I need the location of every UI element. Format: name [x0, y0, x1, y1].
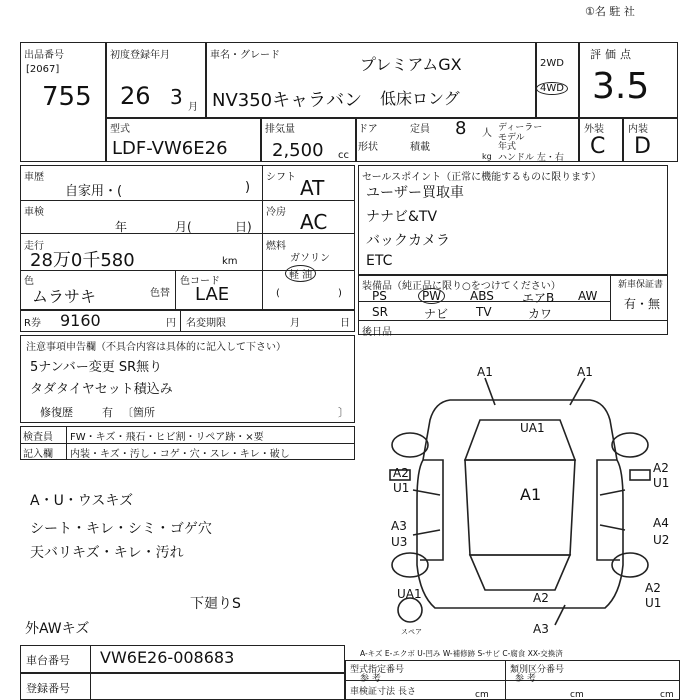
diag-mark-11: A4	[653, 516, 669, 530]
mileage-value: 28万0千580	[30, 250, 135, 271]
sales-item-1: ユーザー買取車	[366, 185, 464, 201]
inspection-month: 月(	[175, 220, 192, 234]
remark-4: 下廻りS	[190, 596, 241, 612]
car-name-label: 車名・グレード	[210, 50, 280, 61]
car-name: NV350キャラバン	[212, 90, 363, 111]
name-change-day: 日	[340, 318, 350, 329]
displacement-label: 排気量	[265, 124, 295, 135]
diag-mark-1: A1	[477, 365, 493, 379]
score-value: 3.5	[592, 66, 650, 107]
top-right-text: ①名 駐 社	[585, 5, 635, 18]
eq-tv: TV	[476, 305, 492, 319]
fuel-label: 燃料	[266, 241, 286, 252]
drive-2wd: 2WD	[540, 58, 564, 69]
diag-mark-2: A1	[577, 365, 593, 379]
diag-mark-7: A2	[653, 461, 669, 475]
eq-abs: ABS	[470, 289, 494, 303]
equipment-label: 装備品（純正品に限り○をつけてください）	[362, 281, 561, 292]
fuel-paren-close: )	[338, 288, 342, 299]
lot-number: 755	[42, 82, 92, 112]
fuel-paren: (	[276, 288, 280, 299]
diag-mark-15: A2	[645, 581, 661, 595]
model-year-label: モデル	[498, 133, 525, 143]
sales-label: セールスポイント（正常に機能するものに限ります）	[362, 172, 602, 183]
cm-unit-1: cm	[475, 690, 489, 700]
size-label: 車検証寸法	[350, 687, 396, 697]
diag-mark-13: UA1	[397, 587, 422, 601]
reg-year: 26	[120, 82, 151, 110]
inspector-row-2: 内装・キズ・汚し・コゲ・穴・スレ・キレ・破し	[70, 449, 290, 460]
door-label: ドア	[358, 124, 378, 135]
r-ken-label: R券	[24, 318, 41, 329]
cc-unit: cc	[338, 150, 349, 161]
sales-item-4: ETC	[366, 253, 393, 269]
repaint-label: 色替	[150, 288, 170, 299]
exterior-label: 外装	[584, 124, 604, 135]
diag-mark-10: U3	[391, 535, 408, 549]
color-value: ムラサキ	[32, 287, 97, 306]
notes-line-1: 5ナンバー変更 SR無り	[30, 360, 163, 375]
diag-mark-14: A2	[533, 591, 549, 605]
diag-mark-6: U1	[393, 481, 410, 495]
model-value: LDF-VW6E26	[112, 138, 228, 159]
diag-mark-16: U1	[645, 596, 662, 610]
model-label: 型式	[110, 124, 130, 135]
remark-5: 外AWキズ	[25, 621, 90, 637]
cm-unit-3: cm	[660, 690, 674, 700]
reg-number-label: 登録番号	[26, 682, 70, 695]
chassis-value: VW6E26-008683	[100, 648, 235, 667]
class-label: 類別区分番号	[510, 665, 565, 675]
eq-ps: PS	[372, 289, 387, 303]
mileage-label: 走行	[24, 241, 44, 252]
ac-label: 冷房	[266, 207, 286, 218]
grade-2: 低床ロング	[380, 89, 460, 108]
name-change-label: 名変期限	[186, 318, 226, 329]
remark-3: 天バリキズ・キレ・汚れ	[30, 545, 184, 561]
ref-2: 参 考	[515, 674, 536, 684]
capacity-value: 8	[455, 118, 467, 139]
fuel-diesel: 軽 油	[285, 265, 316, 282]
diag-mark-9: A3	[391, 519, 407, 533]
name-change-month: 月	[290, 318, 300, 329]
cm-unit-2: cm	[570, 690, 584, 700]
diag-mark-12: U2	[653, 533, 670, 547]
diag-mark-17: A3	[533, 622, 549, 636]
warranty-value: 有・無	[624, 297, 661, 311]
capacity-unit: 人	[482, 128, 492, 139]
load-label: 積載	[410, 142, 430, 153]
diag-mark-8: U1	[653, 476, 670, 490]
dealer-year: 年式	[498, 142, 517, 152]
interior-value: D	[634, 134, 651, 159]
color-code-label: 色コード	[180, 276, 220, 287]
type-designation-label: 型式指定番号	[350, 665, 405, 675]
shift-value: AT	[300, 176, 325, 200]
eq-aw: AW	[578, 289, 598, 303]
repair-value: 有	[102, 406, 113, 419]
reg-month: 3	[170, 85, 183, 109]
fuel-gasoline: ガソリン	[290, 253, 330, 264]
reg-month-unit: 月	[188, 102, 198, 113]
displacement-value: 2,500	[272, 140, 324, 161]
notes-label: 注意事項申告欄（不具合内容は具体的に記入して下さい）	[26, 342, 286, 353]
repair-close: 〕	[338, 406, 349, 419]
score-label: 評価点	[590, 48, 635, 61]
length-label: 長さ	[398, 687, 417, 697]
inspection-day: 日)	[235, 220, 252, 234]
chassis-label: 車台番号	[26, 654, 70, 667]
eq-navi: ナビ	[424, 307, 449, 321]
handle-label: ハンドル 左・右	[498, 153, 564, 163]
notes-line-2: タダタイヤセット積込み	[30, 382, 173, 397]
color-label: 色	[24, 276, 34, 287]
km-unit: km	[222, 256, 238, 267]
legend-text: A-キズ E-エクボ U-凹み W-補修跡 S-サビ C-腐食 XX-交換済	[360, 649, 563, 658]
repair-parts: 〔箇所	[122, 406, 155, 419]
eq-leather: カワ	[528, 307, 553, 321]
lot-sub: [2067]	[26, 64, 60, 75]
inspection-year: 年	[115, 220, 128, 234]
inspector-label-2: 記入欄	[23, 449, 53, 460]
interior-label: 内装	[628, 124, 648, 135]
inspection-label: 車検	[24, 207, 44, 218]
diag-mark-4: A1	[520, 485, 542, 504]
eq-pw: PW	[418, 288, 445, 304]
remark-2: シート・キレ・シミ・ゴゲ穴	[30, 521, 212, 537]
sales-item-3: バックカメラ	[366, 233, 450, 249]
history-close: )	[245, 180, 251, 195]
grade-1: プレミアムGX	[360, 55, 462, 74]
ac-value: AC	[300, 210, 328, 234]
yen-unit: 円	[166, 318, 176, 329]
sales-item-2: ナナビ&TV	[366, 209, 438, 225]
inspector-label: 検査員	[23, 432, 53, 443]
rear-items-label: 後日品	[362, 327, 392, 338]
kg-unit: kg	[482, 152, 492, 161]
drive-4wd: 4WD	[536, 82, 568, 95]
diag-mark-3: UA1	[520, 421, 545, 435]
remark-1: A・U・ウスキズ	[30, 493, 134, 509]
shift-label: シフト	[266, 172, 296, 183]
lot-label: 出品番号	[24, 50, 64, 61]
diag-mark-5: A2	[393, 466, 409, 480]
form-label: 形状	[358, 142, 378, 153]
r-ken-value: 9160	[60, 311, 101, 330]
history-value: 自家用・(	[65, 184, 123, 199]
capacity-label: 定員	[410, 124, 430, 135]
ref-1: 参 考	[360, 674, 381, 684]
repair-label: 修復歴	[40, 406, 73, 419]
eq-airbag: エアB	[522, 291, 555, 305]
eq-sr: SR	[372, 305, 388, 319]
car-diagram	[355, 360, 685, 650]
diag-spare-label: スペア	[401, 628, 422, 636]
history-label: 車歴	[24, 172, 44, 183]
color-code-value: LAE	[195, 284, 230, 305]
inspector-row-1: FW・キズ・飛石・ヒビ割・リペア跡・×要	[70, 432, 264, 443]
dealer-label: ディーラー	[498, 123, 543, 133]
exterior-value: C	[590, 134, 606, 159]
first-reg-label: 初度登録年月	[110, 50, 170, 61]
warranty-label: 新車保証書	[618, 280, 664, 290]
